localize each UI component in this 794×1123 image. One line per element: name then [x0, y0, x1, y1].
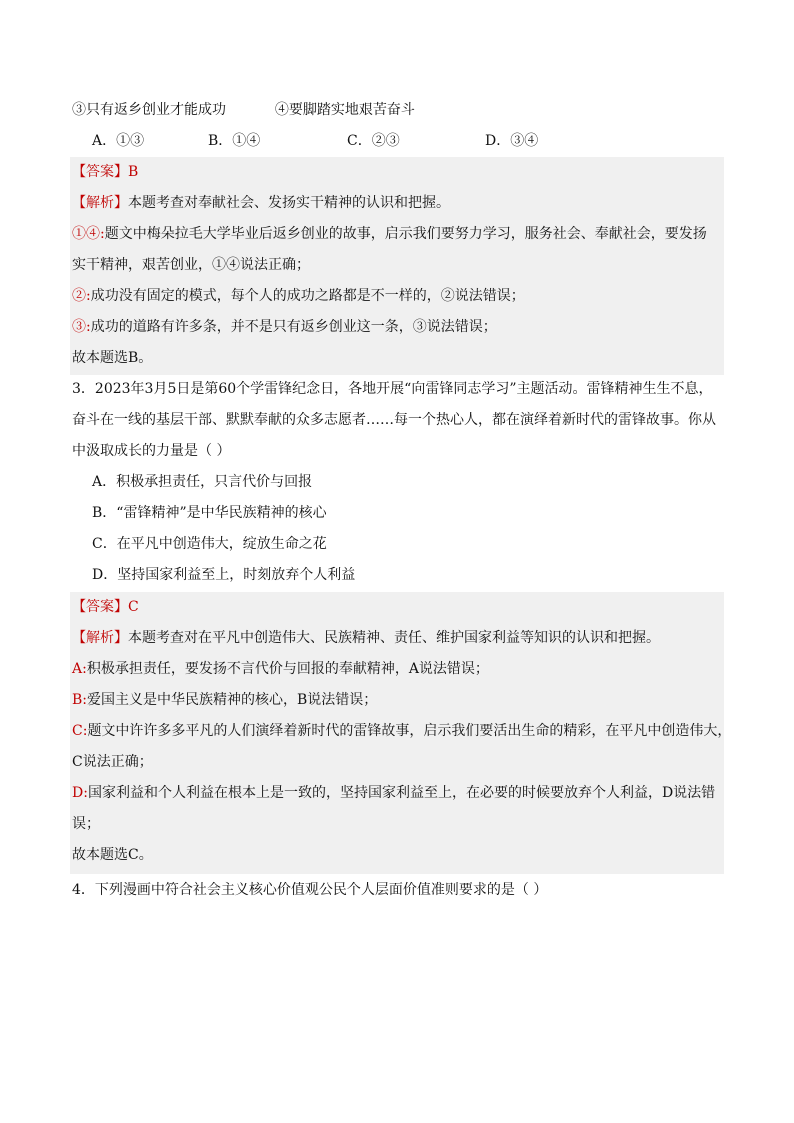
- analysis-intro: 本题考查对在平凡中创造伟大、民族精神、责任、维护国家利益等知识的认识和把握。: [128, 630, 660, 646]
- analysis-label: 【解析】: [72, 195, 128, 211]
- q3-conclusion: 故本题选C。: [72, 847, 153, 863]
- answer-label: 【答案】: [72, 164, 128, 180]
- q3-item-a: [72, 659, 489, 679]
- q3-stem-line-1: 3．2023年3月5日是第60个学雷锋纪念日，各地开展“向雷锋同志学习”主题活动。雷锋精神生生不息，: [72, 381, 713, 397]
- item-prefix: ②:: [72, 288, 91, 304]
- q3-stem-line-2: 奋斗在一线的基层干部、默默奉献的众多志愿者……每一个热心人，都在演绎着新时代的雷锋故事。你从: [72, 412, 716, 428]
- q4-stem: 4．下列漫画中符合社会主义核心价值观公民个人层面价值准则要求的是（ ）: [72, 882, 548, 898]
- answer-value: B: [128, 164, 139, 180]
- analysis-intro: 本题考查对奉献社会、发扬实干精神的认识和把握。: [128, 195, 450, 211]
- item-prefix: ③:: [72, 319, 91, 335]
- q3-item-b: [72, 690, 377, 710]
- statement-4: ④要脚踏实地艰苦奋斗: [274, 102, 415, 118]
- item-text: 题文中许许多多平凡的人们演绎着新时代的雷锋故事，启示我们要活出生命的精彩，在平凡中创造伟大，: [87, 723, 732, 739]
- q3-option-a: A．积极承担责任，只言代价与回报: [92, 474, 313, 490]
- option-c: C．②③: [347, 133, 400, 149]
- statement-line: [72, 100, 415, 120]
- q2-item-2: [72, 286, 525, 306]
- item-prefix: D:: [72, 785, 88, 801]
- q3-option-d: D．坚持国家利益至上，时刻放弃个人利益: [92, 567, 356, 583]
- item-text: 积极承担责任，要发扬不言代价与回报的奉献精神，A说法错误；: [86, 661, 489, 677]
- answer-label: 【答案】: [72, 599, 128, 615]
- q3-analysis: [72, 628, 660, 648]
- item-text: 成功的道路有许多条，并不是只有返乡创业这一条，③说法错误；: [90, 319, 497, 335]
- q3-option-c: C．在平凡中创造伟大，绽放生命之花: [92, 536, 327, 552]
- q3-stem-line-3: 中汲取成长的力量是（ ）: [72, 443, 231, 459]
- item-text: 题文中梅朵拉毛大学毕业后返乡创业的故事，启示我们要努力学习，服务社会、奉献社会，要发扬: [104, 226, 707, 242]
- answer-value: C: [128, 599, 139, 615]
- q3-item-c: [72, 721, 731, 741]
- item-prefix: ①④:: [72, 226, 105, 242]
- q2-item-3: [72, 317, 497, 337]
- q2-item-1: [72, 224, 707, 244]
- q2-analysis: [72, 193, 450, 213]
- item-prefix: C:: [72, 723, 88, 739]
- q3-item-d-cont: 误；: [72, 816, 100, 832]
- item-text: 爱国主义是中华民族精神的核心，B说法错误；: [87, 692, 378, 708]
- q2-item-1-cont: 实干精神，艰苦创业，①④说法正确；: [72, 257, 310, 273]
- item-prefix: A:: [72, 661, 87, 677]
- item-text: 成功没有固定的模式，每个人的成功之路都是不一样的，②说法错误；: [90, 288, 525, 304]
- analysis-label: 【解析】: [72, 630, 128, 646]
- q2-answer: [72, 162, 138, 182]
- statement-3: ③只有返乡创业才能成功: [72, 102, 226, 118]
- option-b: B．①④: [208, 133, 261, 149]
- q2-conclusion: 故本题选B。: [72, 350, 153, 366]
- item-prefix: B:: [72, 692, 88, 708]
- q3-option-b: B．“雷锋精神”是中华民族精神的核心: [92, 505, 327, 521]
- item-text: 国家利益和个人利益在根本上是一致的，坚持国家利益至上，在必要的时候要放弃个人利益，D说法错: [87, 785, 716, 801]
- option-d: D．③④: [485, 133, 539, 149]
- q3-item-c-cont: C说法正确；: [72, 754, 153, 770]
- q3-item-d: [72, 783, 715, 803]
- option-a: A．①③: [92, 133, 145, 149]
- q3-answer: [72, 597, 139, 617]
